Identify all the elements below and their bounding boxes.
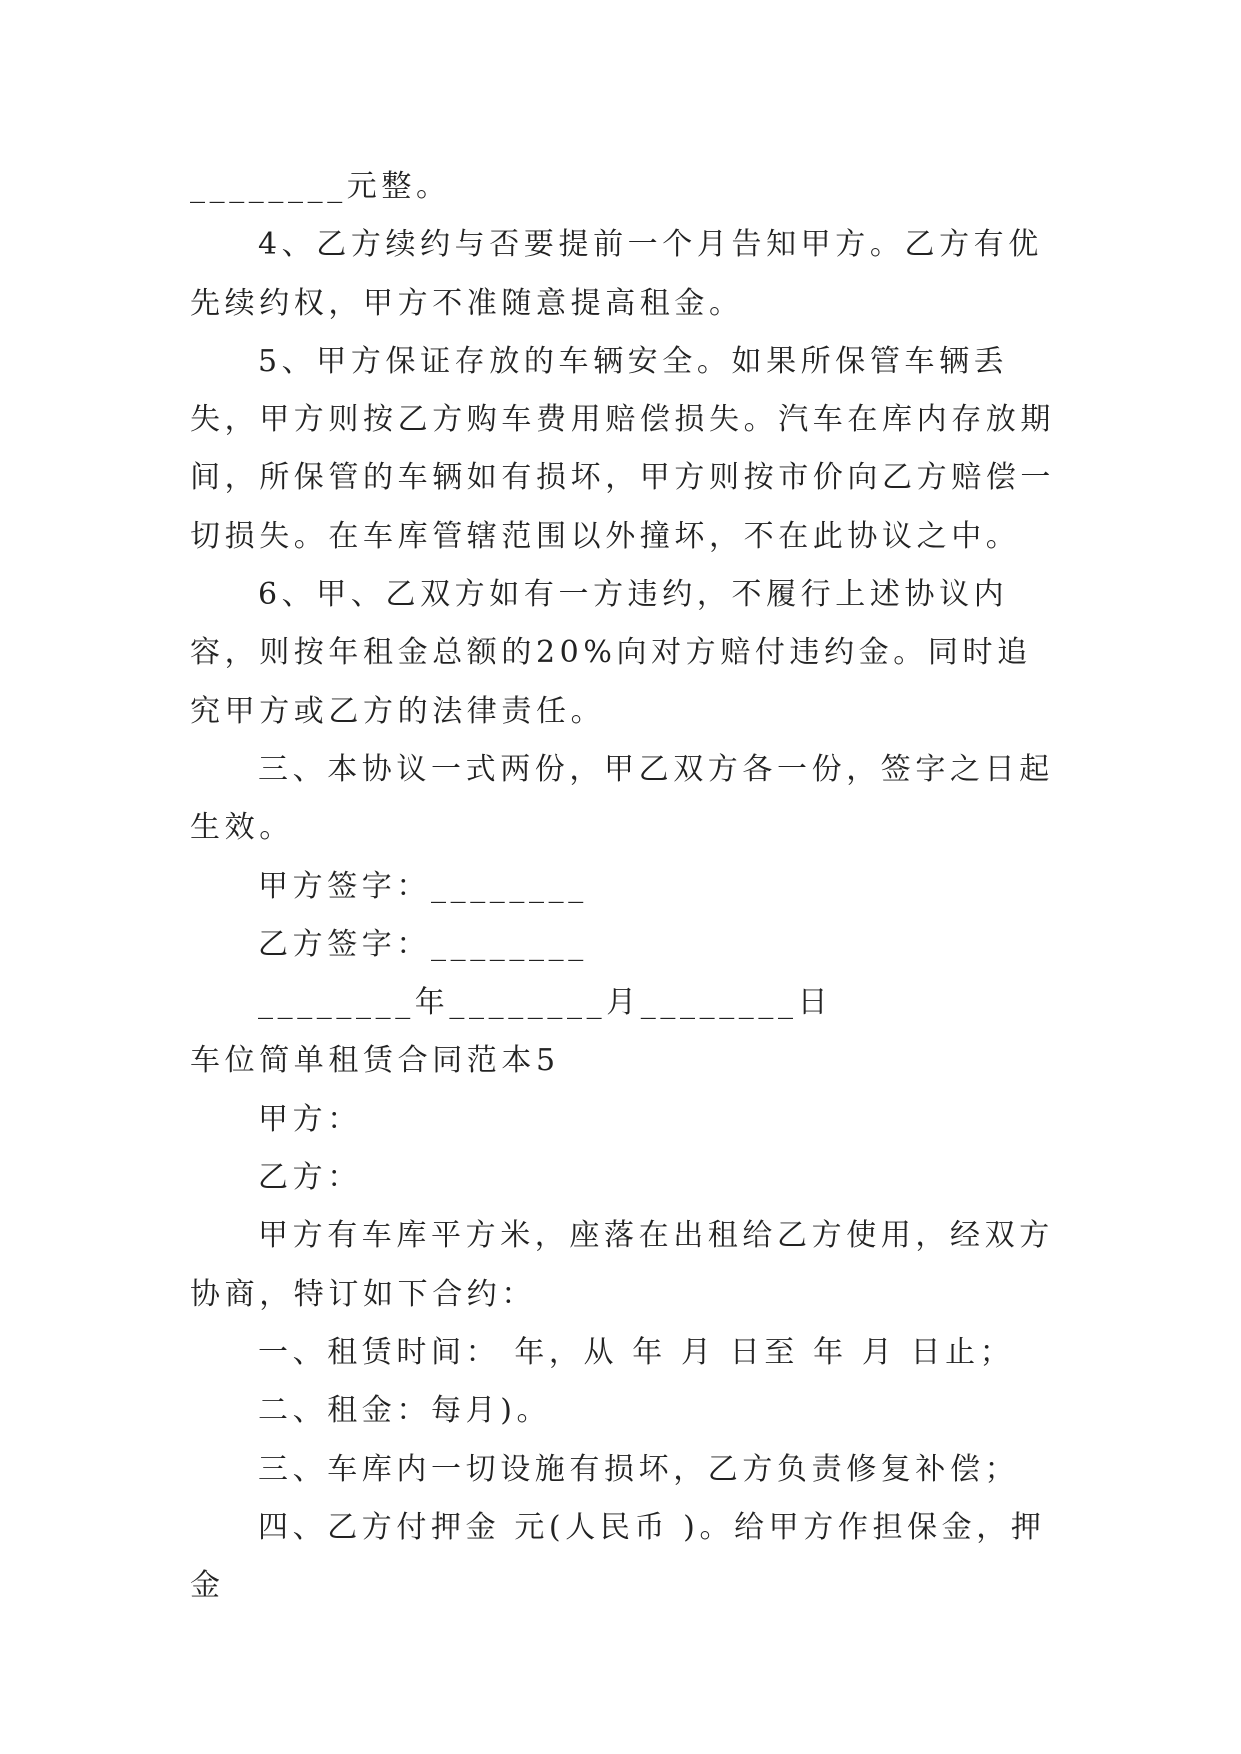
party-a-signature-line: 甲方签字：________ — [258, 868, 588, 904]
party-b-signature-line: 乙方签字：________ — [258, 926, 588, 962]
paragraph-section-3-copies: 三、本协议一式两份，甲乙双方各一份，签字之日起生效。 — [190, 751, 1054, 846]
paragraph-clause-5-safety: 5、甲方保证存放的车辆安全。如果所保管车辆丢失，甲方则按乙方购车费用赔偿损失。汽车在库内存放期间，所保管的车辆如有损坏，甲方则按市价向乙方赔偿一切损失。在车库管辖范围以外撞坏，不在此协议之中。 — [190, 343, 1055, 554]
party-a-label: 甲方： — [258, 1101, 362, 1137]
document-body — [190, 158, 1060, 1615]
paragraph-preamble: 甲方有车库平方米，座落在出租给乙方使用，经双方协商，特订如下合约： — [190, 1218, 1054, 1312]
contract-title: 车位简单租赁合同范本5 — [190, 1043, 560, 1079]
date-line: ________年________月________日 — [258, 985, 833, 1021]
paragraph-term-2-rent: 二、租金：每月)。 — [258, 1393, 552, 1429]
paragraph-amount-continuation: ________元整。 — [190, 169, 451, 204]
paragraph-term-1-lease-period: 一、租赁时间： 年，从 年 月 日至 年 月 日止； — [258, 1334, 1015, 1370]
party-b-label: 乙方： — [258, 1160, 362, 1196]
paragraph-clause-6-breach: 6、甲、乙双方如有一方违约，不履行上述协议内容，则按年租金总额的20%向对方赔付违约金。同时追究甲方或乙方的法律责任。 — [190, 577, 1032, 729]
paragraph-clause-4-renewal: 4、乙方续约与否要提前一个月告知甲方。乙方有优先续约权，甲方不准随意提高租金。 — [190, 227, 1043, 321]
paragraph-term-3-repairs: 三、车库内一切设施有损坏，乙方负责修复补偿； — [258, 1451, 1020, 1487]
paragraph-term-4-deposit: 四、乙方付押金 元(人民币 )。给甲方作担保金，押金 — [190, 1509, 1046, 1604]
